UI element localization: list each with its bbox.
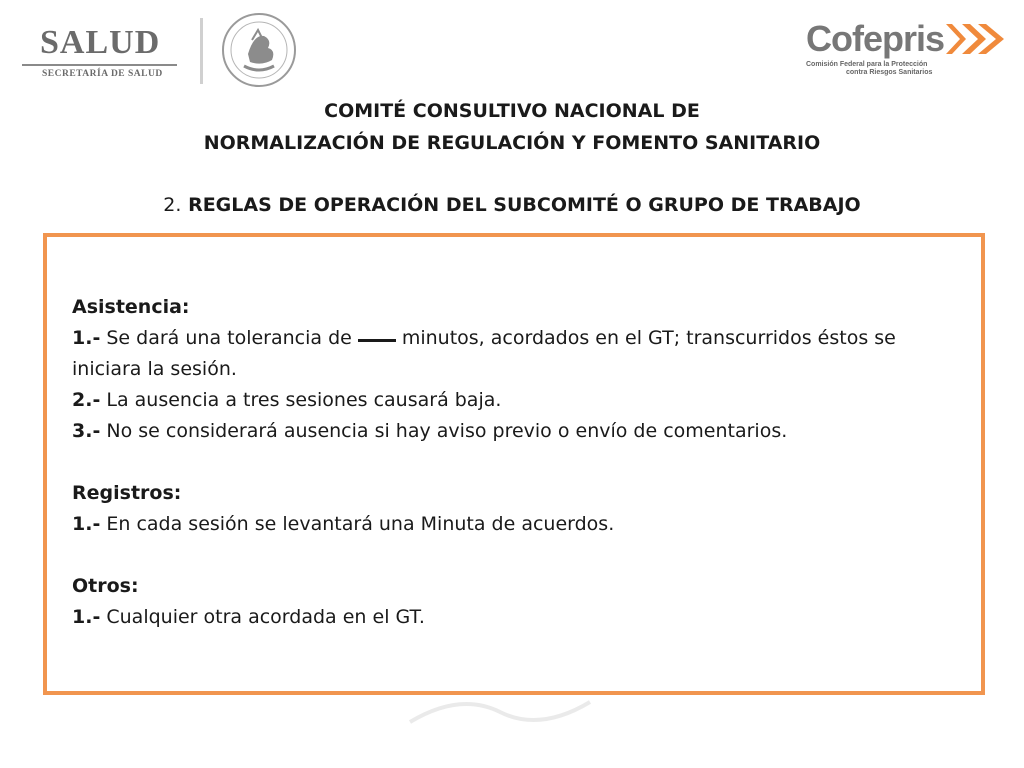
- list-item: [72, 602, 972, 633]
- item-text: Cualquier otra acordada en el GT.: [106, 606, 425, 628]
- salud-logo: [22, 20, 182, 80]
- item-continuation: iniciara la sesión.: [72, 358, 237, 380]
- watermark-icon: [400, 692, 600, 732]
- salud-logo-word: SALUD: [40, 24, 161, 61]
- spacer: [72, 540, 972, 571]
- heading-otros: Otros:: [72, 575, 139, 597]
- list-item: [72, 416, 972, 447]
- spacer: [72, 447, 972, 478]
- salud-logo-rule: [22, 64, 177, 66]
- item-text: Se dará una tolerancia de: [106, 327, 352, 349]
- item-number: 3.-: [72, 420, 101, 442]
- header-divider: [200, 18, 203, 84]
- document-title-line2: NORMALIZACIÓN DE REGULACIÓN Y FOMENTO SANITARIO: [203, 132, 821, 154]
- document-title-line1: COMITÉ CONSULTIVO NACIONAL DE: [324, 100, 700, 122]
- cofepris-logo-word: Cofepris: [806, 18, 945, 59]
- section-title: [0, 194, 1024, 216]
- list-item: [72, 509, 972, 540]
- item-number: 1.-: [72, 606, 101, 628]
- heading-registros: Registros:: [72, 482, 182, 504]
- list-item: [72, 323, 972, 354]
- item-number: 1.-: [72, 513, 101, 535]
- cofepris-logo: [806, 18, 1006, 88]
- item-number: 2.-: [72, 389, 101, 411]
- heading-asistencia: Asistencia:: [72, 296, 190, 318]
- item-text: En cada sesión se levantará una Minuta de acuerdos.: [106, 513, 615, 535]
- mexican-coat-of-arms-icon: [218, 10, 300, 90]
- salud-logo-subtitle: SECRETARÍA DE SALUD: [42, 69, 163, 79]
- list-item: [72, 385, 972, 416]
- cofepris-logo-subtitle-2: contra Riesgos Sanitarios: [846, 69, 933, 76]
- arrow-chevrons-icon: [946, 24, 1004, 54]
- item-text: No se considerará ausencia si hay aviso previo o envío de comentarios.: [106, 420, 788, 442]
- item-number: 1.-: [72, 327, 101, 349]
- item-text: minutos, acordados en el GT; transcurridos éstos se: [401, 327, 896, 349]
- section-number: 2.: [163, 194, 182, 216]
- section-title-text: REGLAS DE OPERACIÓN DEL SUBCOMITÉ O GRUPO DE TRABAJO: [188, 194, 861, 216]
- cofepris-logo-subtitle-1: Comisión Federal para la Protección: [806, 61, 928, 68]
- rules-content: [72, 292, 972, 633]
- item-text: La ausencia a tres sesiones causará baja.: [106, 389, 502, 411]
- blank-field: [358, 339, 396, 342]
